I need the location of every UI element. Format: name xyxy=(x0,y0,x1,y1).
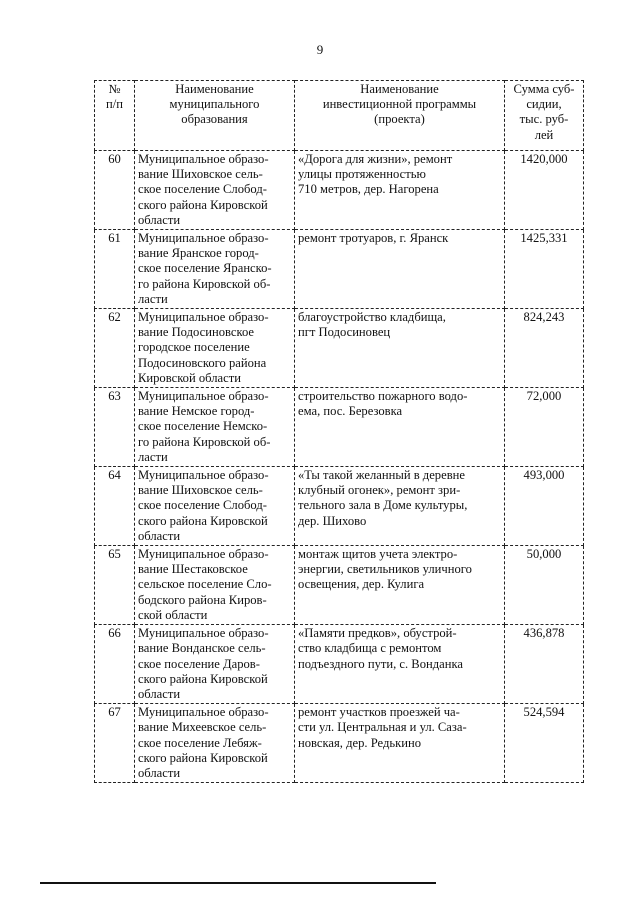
row-sum: 436,878 xyxy=(505,625,584,704)
table-row xyxy=(95,151,584,230)
row-num: 60 xyxy=(95,151,135,230)
row-municipality: Муниципальное образо- вание Михеевское сель- ское поселение Лебяж- ского района Кировской области xyxy=(135,704,295,783)
row-municipality: Муниципальное образо- вание Шиховское сель- ское поселение Слобод- ского района Кировской области xyxy=(135,151,295,230)
row-program: благоустройство кладбища, пгт Подосиновец xyxy=(295,309,505,388)
row-num: 66 xyxy=(95,625,135,704)
row-num: 64 xyxy=(95,467,135,546)
row-num: 67 xyxy=(95,704,135,783)
row-program: монтаж щитов учета электро- энергии, светильников уличного освещения, дер. Кулига xyxy=(295,546,505,625)
table-row xyxy=(95,230,584,309)
page-number: 9 xyxy=(316,42,324,57)
row-sum: 524,594 xyxy=(505,704,584,783)
row-sum: 493,000 xyxy=(505,467,584,546)
row-program: ремонт тротуаров, г. Яранск xyxy=(295,230,505,309)
row-municipality: Муниципальное образо- вание Подосиновское городское поселение Подосиновского района Кировской области xyxy=(135,309,295,388)
table-row xyxy=(95,309,584,388)
header-municipality: Наименование муниципального образования xyxy=(135,81,295,151)
row-municipality: Муниципальное образо- вание Вонданское сель- ское поселение Даров- ского района Кировской области xyxy=(135,625,295,704)
row-program: «Ты такой желанный в деревне клубный огонек», ремонт зри- тельного зала в Доме культуры, дер. Шихово xyxy=(295,467,505,546)
row-program: «Дорога для жизни», ремонт улицы протяженностью 710 метров, дер. Нагорена xyxy=(295,151,505,230)
row-sum: 1425,331 xyxy=(505,230,584,309)
row-municipality: Муниципальное образо- вание Шестаковское сельское поселение Сло- бодского района Киров- ской области xyxy=(135,546,295,625)
row-num: 62 xyxy=(95,309,135,388)
bottom-rule xyxy=(40,882,436,884)
row-sum: 72,000 xyxy=(505,388,584,467)
row-municipality: Муниципальное образо- вание Яранское город- ское поселение Яранско- го района Кировской об- ласти xyxy=(135,230,295,309)
row-program: ремонт участков проезжей ча- сти ул. Центральная и ул. Саза- новская, дер. Редькино xyxy=(295,704,505,783)
table-header-row xyxy=(95,81,584,151)
header-num: № п/п xyxy=(95,81,135,151)
subsidy-table xyxy=(94,80,584,783)
row-num: 63 xyxy=(95,388,135,467)
row-municipality: Муниципальное образо- вание Шиховское сель- ское поселение Слобод- ского района Кировской области xyxy=(135,467,295,546)
row-sum: 50,000 xyxy=(505,546,584,625)
row-sum: 1420,000 xyxy=(505,151,584,230)
table-row xyxy=(95,467,584,546)
row-sum: 824,243 xyxy=(505,309,584,388)
header-sum: Сумма суб- сидии, тыс. руб- лей xyxy=(505,81,584,151)
row-municipality: Муниципальное образо- вание Немское город- ское поселение Немско- го района Кировской об- ласти xyxy=(135,388,295,467)
row-num: 61 xyxy=(95,230,135,309)
header-program: Наименование инвестиционной программы (проекта) xyxy=(295,81,505,151)
row-program: «Памяти предков», обустрой- ство кладбища с ремонтом подъездного пути, с. Вонданка xyxy=(295,625,505,704)
table-row xyxy=(95,625,584,704)
row-num: 65 xyxy=(95,546,135,625)
table-row xyxy=(95,704,584,783)
table-row xyxy=(95,546,584,625)
table-row xyxy=(95,388,584,467)
row-program: строительство пожарного водо- ема, пос. Березовка xyxy=(295,388,505,467)
